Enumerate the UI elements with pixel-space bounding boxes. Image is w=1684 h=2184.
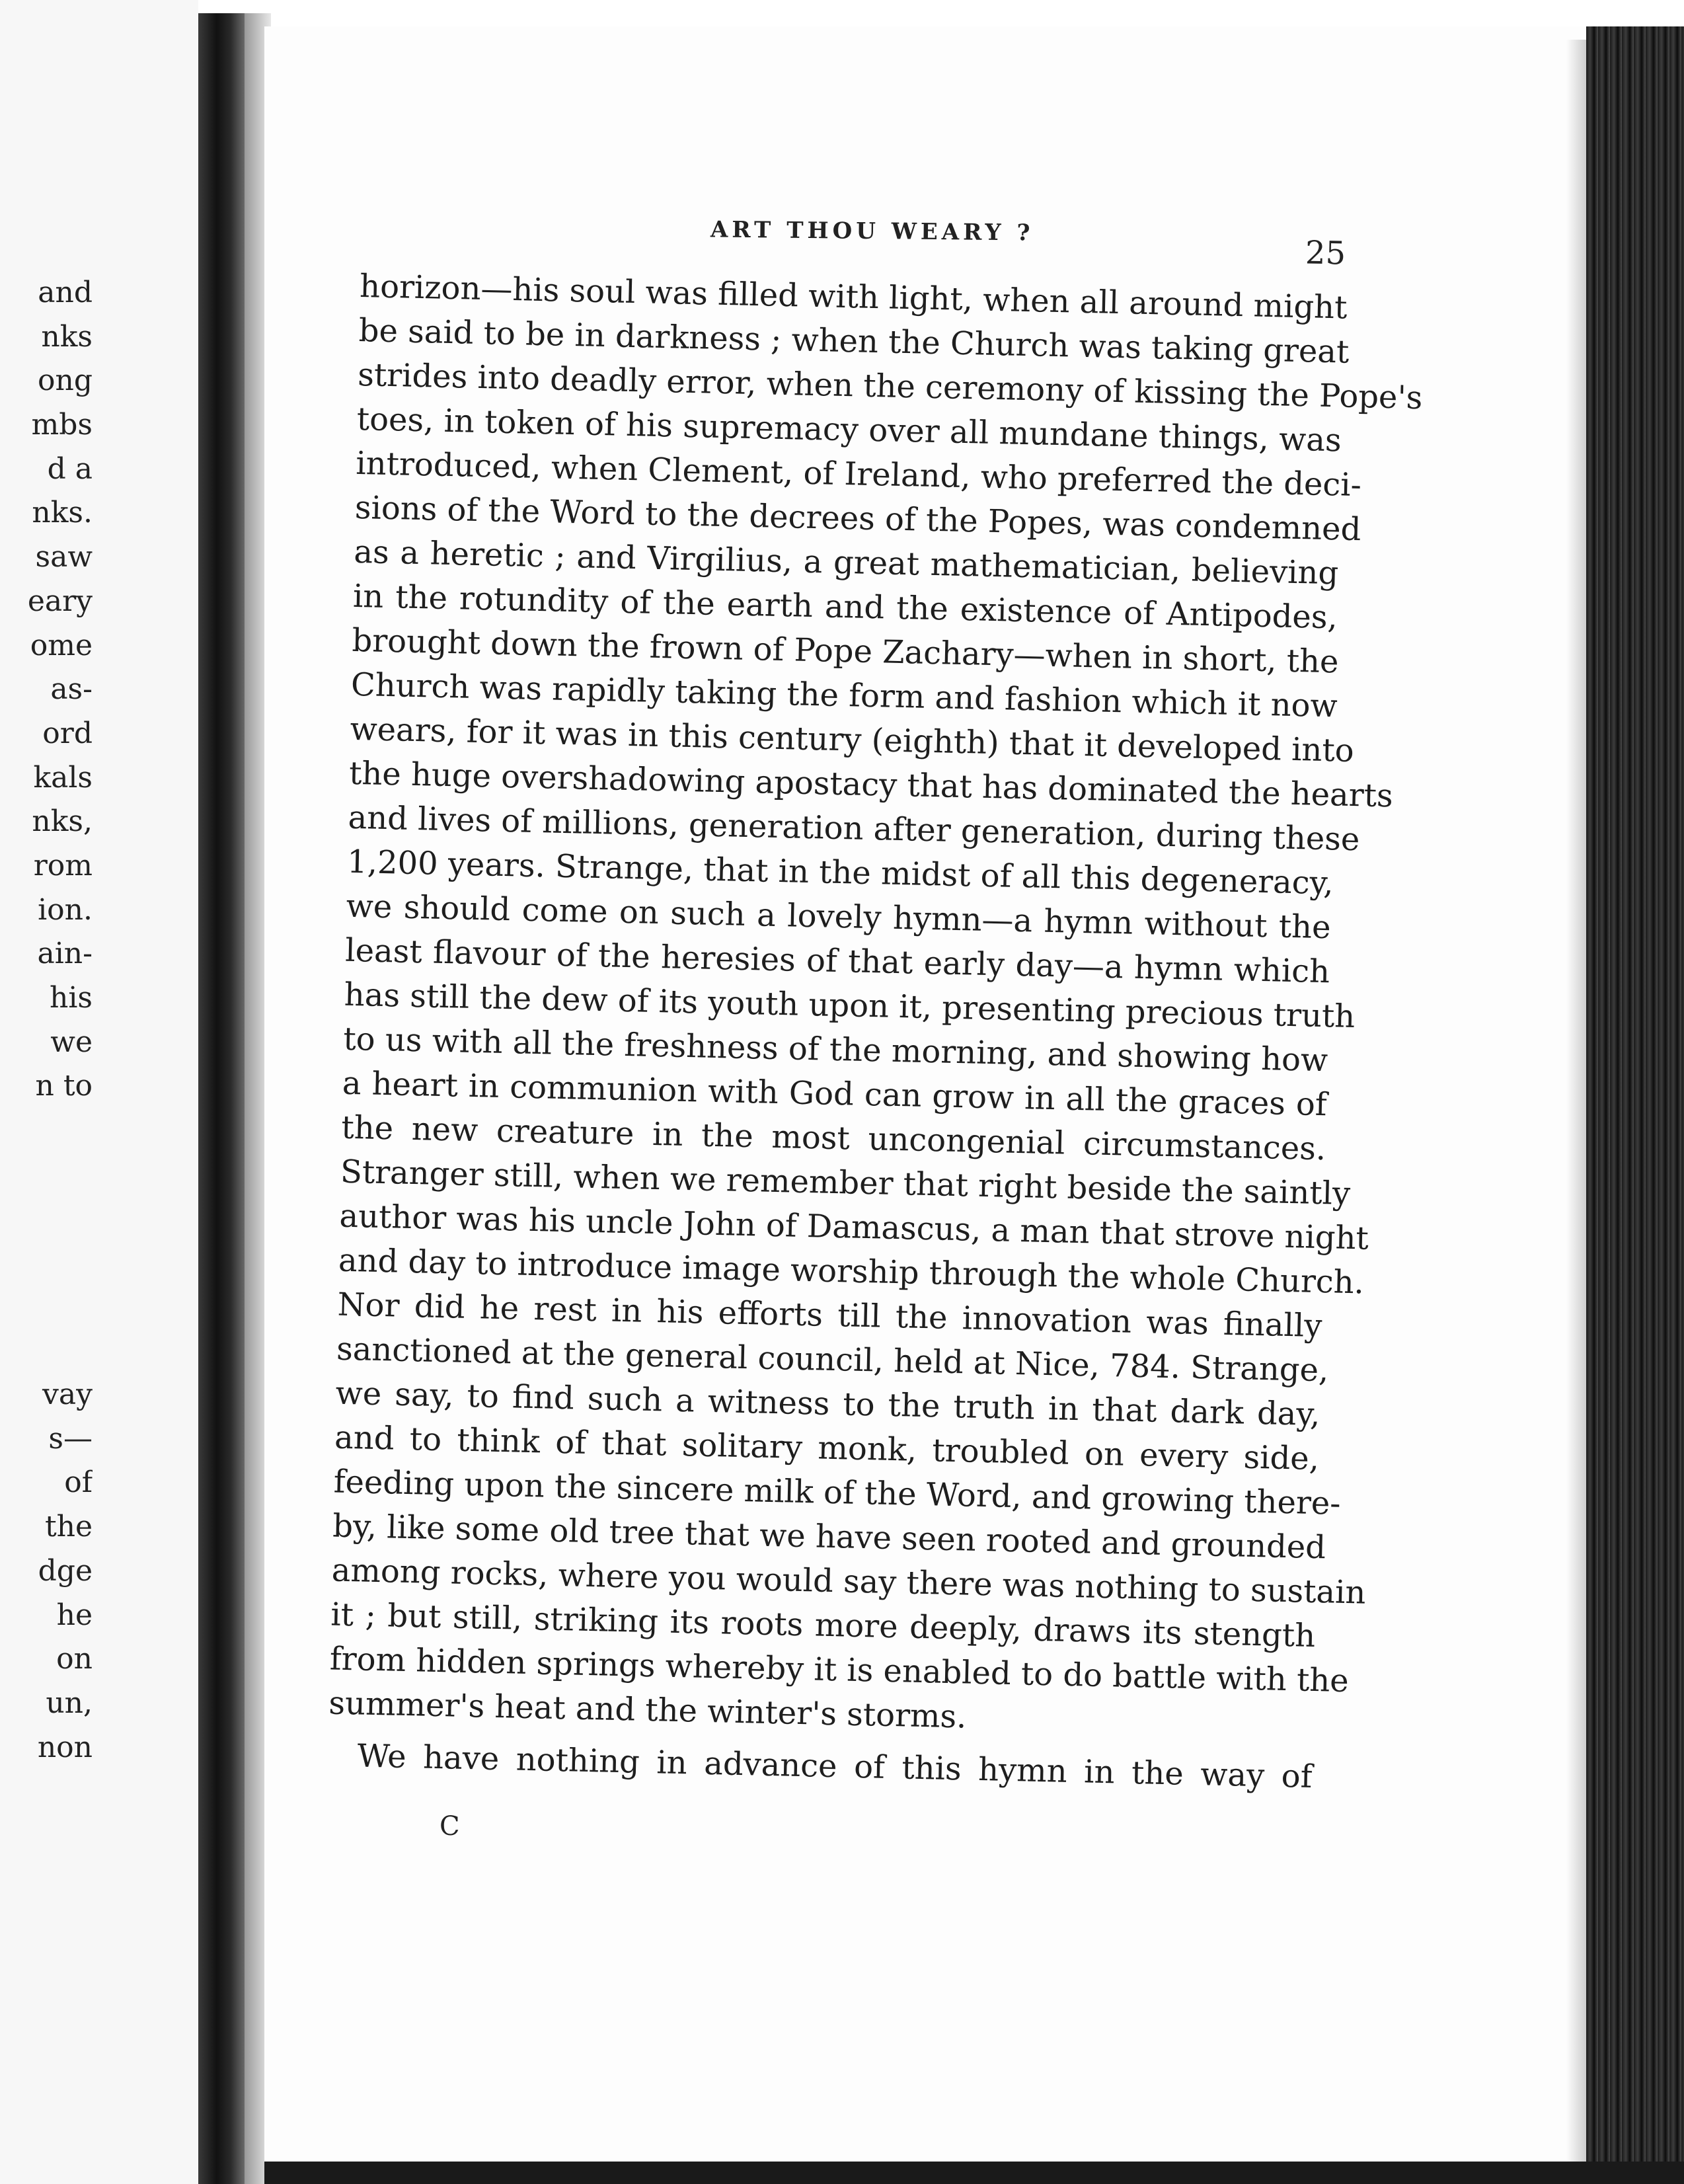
left-fragment: nks.: [32, 496, 93, 530]
text-line: and lives of millions, generation after generation, during these: [348, 799, 1360, 859]
left-fragment: un,: [46, 1686, 93, 1720]
left-fragment: kals: [33, 760, 93, 795]
left-fragment: s—: [48, 1421, 93, 1456]
text-line: Stranger still, when we remember that right beside the saintly: [340, 1153, 1351, 1213]
text-line: Church was rapidly taking the form and fashion which it now: [350, 666, 1338, 725]
text-line: in the rotundity of the earth and the existence of Antipodes,: [352, 577, 1338, 637]
text-line: author was his uncle John of Damascus, a man that strove night: [338, 1197, 1369, 1257]
body-text: [327, 264, 1423, 1799]
text-line: strides into deadly error, when the ceremony of kissing the Pope's: [357, 356, 1423, 417]
left-fragment: we: [50, 1025, 93, 1059]
left-fragment: mbs: [31, 408, 93, 442]
left-fragment: non: [37, 1730, 93, 1764]
left-fragment: ord: [42, 716, 93, 750]
left-fragment: nks,: [32, 804, 93, 839]
text-line: sanctioned at the general council, held at Nice, 784. Strange,: [336, 1330, 1329, 1389]
text-line: wears, for it was in this century (eighth) that it developed into: [350, 710, 1355, 769]
left-fragment: vay: [42, 1378, 93, 1412]
text-line: the new creature in the most uncongenial circumstances.: [340, 1109, 1326, 1168]
running-head: ART THOU WEARY ?: [710, 216, 1034, 247]
left-fragment: the: [44, 1510, 93, 1544]
left-fragment: rom: [33, 848, 93, 882]
left-fragment: nks: [41, 319, 93, 354]
left-page-text-fragments: [0, 271, 93, 1770]
left-fragment: ion.: [38, 892, 93, 927]
text-line: from hidden springs whereby it is enabled to do battle with the: [329, 1640, 1350, 1700]
text-line: summer's heat and the winter's storms.: [328, 1684, 968, 1736]
left-fragment: and: [38, 276, 93, 309]
left-fragment: eary: [27, 584, 93, 618]
signature-mark: C: [440, 1811, 460, 1842]
left-fragment: ong: [38, 364, 93, 398]
book-gutter: [198, 13, 245, 2184]
text-line: and day to introduce image worship through the whole Church.: [338, 1241, 1365, 1302]
page-fore-edge: [1586, 26, 1684, 2184]
left-fragment: d a: [47, 451, 93, 486]
left-fragment: of: [64, 1465, 93, 1500]
text-line: introduced, when Clement, of Ireland, who preferred the deci-: [355, 444, 1362, 504]
paragraph-start-line: We have nothing in advance of this hymn in the way of: [357, 1737, 1313, 1795]
left-fragment-spacer: [0, 1109, 93, 1373]
text-line: Nor did he rest in his efforts till the innovation was finally: [337, 1286, 1322, 1345]
text-line: least flavour of the heresies of that early day—a hymn which: [344, 931, 1330, 991]
text-line: we should come on such a lovely hymn—a hymn without the: [346, 887, 1332, 947]
text-line: feeding upon the sincere milk of the Word, and growing there-: [333, 1463, 1342, 1522]
text-line: horizon—his soul was filled with light, when all around might: [359, 267, 1348, 327]
text-line: to us with all the freshness of the morning, and showing how: [342, 1020, 1328, 1079]
text-line: a heart in communion with God can grow in all the graces of: [342, 1064, 1328, 1124]
text-line: the huge overshadowing apostacy that has dominated the hearts: [348, 754, 1394, 815]
text-line: and to think of that solitary monk, troubled on every side,: [334, 1419, 1320, 1478]
text-line: among rocks, where you would say there was nothing to sustain: [331, 1551, 1366, 1612]
text-line: be said to be in darkness ; when the Church was taking great: [358, 311, 1350, 371]
text-line: sions of the Word to the decrees of the Popes, was condemned: [354, 488, 1361, 549]
left-fragment: his: [50, 981, 93, 1015]
text-line: toes, in token of his supremacy over all mundane things, was: [356, 400, 1342, 459]
left-fragment: n to: [35, 1069, 93, 1103]
text-line: has still the dew of its youth upon it, presenting precious truth: [344, 976, 1356, 1036]
text-line: we say, to find such a witness to the truth in that dark day,: [335, 1374, 1320, 1434]
left-fragment: dge: [38, 1553, 93, 1588]
left-fragment: ain-: [37, 937, 93, 971]
page-number: 25: [1305, 234, 1346, 272]
left-fragment: ome: [30, 628, 93, 662]
left-fragment: as-: [50, 672, 93, 707]
text-line: 1,200 years. Strange, that in the midst of all this degeneracy,: [346, 843, 1334, 902]
bottom-shadow: [264, 2162, 1684, 2184]
text-line: it ; but still, striking its roots more deeply, draws its stength: [330, 1596, 1316, 1655]
left-fragment: saw: [35, 540, 93, 574]
text-line: as a heretic ; and Virgilius, a great mathematician, believing: [353, 533, 1339, 592]
left-fragment: he: [56, 1598, 93, 1632]
text-line: brought down the frown of Pope Zachary—when in short, the: [351, 621, 1340, 681]
left-fragment: on: [56, 1642, 93, 1676]
text-line: by, like some old tree that we have seen rooted and grounded: [332, 1507, 1326, 1567]
